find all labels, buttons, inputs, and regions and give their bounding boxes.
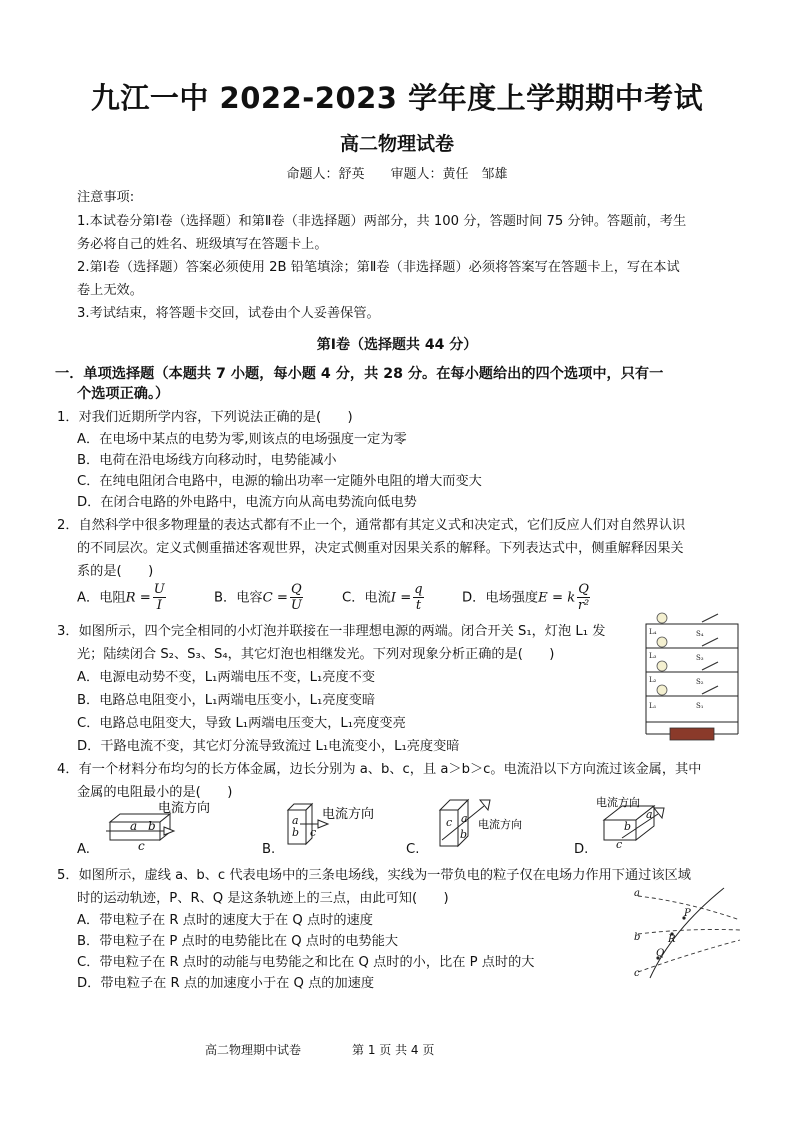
exam-subtitle: 高二物理试卷 (339, 133, 454, 155)
q4-stem-line-2: 金属的电阻最小的是( ) (77, 785, 233, 800)
particle-trajectory (650, 888, 724, 978)
q4-b-current-label: 电流方向 (322, 807, 375, 822)
q4-stem-line-1: 4．有一个材料分布均匀的长方体金属，边长分别为 a、b、c，且 a＞b＞c。电流沿以下方向流过该金属，其中 (57, 762, 702, 777)
q4-b-edge-c: c (310, 826, 317, 839)
q4-option-b-label: B. (262, 842, 276, 857)
label-q: Q (656, 948, 665, 959)
bulb-icon (657, 661, 667, 671)
q2-symbol-i: I (390, 590, 396, 606)
q2-eq-a: = (139, 590, 151, 606)
q2-symbol-c: C (262, 590, 273, 606)
q2-option-c (342, 583, 426, 614)
q5-option-a: A．带电粒子在 R 点时的速度大于在 Q 点时的速度 (77, 913, 373, 928)
q2-option-b (214, 583, 305, 614)
battery-icon (670, 728, 714, 740)
label-p: P (684, 908, 691, 919)
notice-heading: 注意事项: (77, 190, 135, 205)
q2-stem-line-2: 的不同层次。定义式侧重描述客观世界，决定式侧重对因果关系的解释。下列表达式中，侧重解释因果关 (77, 541, 684, 556)
q5-option-d: D．带电粒子在 R 点的加速度小于在 Q 点的加速度 (77, 976, 375, 991)
bulb-icon (657, 637, 667, 647)
q2-stem-line-1: 2．自然科学中很多物理量的表达式都有不止一个，通常都有其定义式和决定式，它们反应人们对自然界认识 (57, 518, 686, 533)
q1-option-c: C．在纯电阻闭合电路中，电源的输出功率一定随外电阻的增大而变大 (77, 474, 482, 489)
q2-fraction-c: $\frac{q}{t}$ (414, 582, 423, 613)
q4-b-edge-b: b (292, 826, 300, 839)
q4-d-edge-c: c (616, 838, 623, 850)
q2-option-a-label: A．电阻 (77, 590, 126, 606)
q3-circuit-figure (640, 610, 744, 744)
label-s2: S₂ (696, 678, 704, 686)
q1-option-d: D．在闭合电路的外电路中，电流方向从高电势流向低电势 (77, 495, 417, 510)
q4-figure-a (100, 800, 230, 850)
q2-fraction-b: $\frac{Q}{U}$ (290, 582, 302, 613)
notice-line-4: 卷上无效。 (77, 283, 143, 298)
q4-a-edge-a: a (130, 819, 138, 833)
label-l4: L₄ (649, 628, 657, 636)
q3-option-a: A．电源电动势不变，L₁两端电压不变，L₁亮度不变 (77, 670, 376, 685)
q5-option-b: B．带电粒子在 P 点时的电势能比在 Q 点时的电势能大 (77, 934, 399, 949)
q4-c-edge-c: c (446, 816, 453, 829)
q3-option-c: C．电路总电阻变大，导致 L₁两端电压变大，L₁亮度变亮 (77, 716, 406, 731)
q4-d-edge-a: a (646, 808, 653, 821)
q1-option-b: B．电荷在沿电场线方向移动时，电势能减小 (77, 453, 337, 468)
field-line-b (638, 930, 740, 935)
q5-stem-line-1: 5．如图所示，虚线 a、b、c 代表电场中的三条电场线，实线为一带负电的粒子仅在电场力作用下通过该区域 (57, 868, 691, 883)
q2-fraction-a: $\frac{U}{I}$ (153, 582, 165, 613)
q5-stem-line-2: 时的运动轨迹，P、R、Q 是这条轨迹上的三点，由此可知( ) (77, 891, 449, 906)
section-heading: 第Ⅰ卷（选择题共 44 分） (316, 337, 478, 353)
notice-line-5: 3.考试结束，将答题卡交回，试卷由个人妥善保管。 (77, 306, 380, 321)
label-a: a (634, 888, 640, 899)
q2-symbol-r: R (125, 590, 136, 606)
part-heading-line-1: 一．单项选择题（本题共 7 小题，每小题 4 分，共 28 分。在每小题给出的四个选项中，只有一 (55, 366, 664, 382)
label-s4: S₄ (696, 630, 704, 638)
q2-fraction-d: $\frac{Q}{\text{r²}}$ (577, 582, 590, 613)
authors-line: 命题人：舒英 审题人：黄任 邹雄 (286, 167, 508, 182)
q4-b-edge-a: a (292, 814, 299, 827)
q2-symbol-e: E (538, 590, 548, 606)
label-b: b (634, 932, 641, 943)
q4-d-current-label: 电流方向 (596, 796, 640, 809)
bulb-icon (657, 685, 667, 695)
label-s1: S₁ (696, 702, 704, 710)
switch-icon (702, 638, 718, 646)
switch-icon (702, 662, 718, 670)
q4-option-c-label: C. (406, 842, 420, 857)
q2-option-d-label: D．电场强度 (462, 590, 539, 606)
switch-icon (702, 614, 718, 622)
q2-option-d (462, 583, 592, 614)
label-l2: L₂ (649, 676, 657, 684)
q3-stem-line-2: 光；陆续闭合 S₂、S₃、S₄，其它灯泡也相继发光。下列对现象分析正确的是( ) (77, 647, 555, 662)
label-l1: L₁ (649, 702, 657, 710)
q3-option-b: B．电路总电阻变小，L₁两端电压变小，L₁亮度变暗 (77, 693, 376, 708)
q2-eq-c: = (400, 590, 412, 606)
label-c: c (634, 968, 640, 979)
q4-a-edge-b: b (148, 819, 156, 833)
q4-option-a-label: A. (77, 842, 90, 857)
q4-option-d-label: D. (574, 842, 589, 857)
q3-stem-line-1: 3．如图所示，四个完全相同的小灯泡并联接在一非理想电源的两端。闭合开关 S₁，灯泡 L₁ 发 (57, 624, 606, 639)
q4-c-edge-a: a (461, 812, 468, 825)
q4-a-current-label: 电流方向 (158, 801, 211, 816)
label-l3: L₃ (649, 652, 657, 660)
q2-stem-line-3: 系的是( ) (77, 564, 154, 579)
q1-option-a: A．在电场中某点的电势为零,则该点的电场强度一定为零 (77, 432, 407, 447)
q1-stem: 1．对我们近期所学内容，下列说法正确的是( ) (57, 410, 353, 425)
q2-option-a (77, 583, 168, 614)
q4-figure-c (430, 794, 540, 854)
q4-a-edge-c: c (138, 839, 145, 850)
footer-exam-name: 高二物理期中试卷 (205, 1043, 302, 1057)
q4-figure-b (282, 800, 392, 850)
part-heading-line-2: 个选项正确。） (77, 386, 170, 402)
label-r: R (668, 934, 676, 945)
bulb-icon (657, 613, 667, 623)
notice-line-1: 1.本试卷分第Ⅰ卷（选择题）和第Ⅱ卷（非选择题）两部分，共 100 分，答题时间 75 分钟。答题前，考生 (77, 214, 687, 229)
q2-option-b-label: B．电容 (214, 590, 263, 606)
q4-c-current-label: 电流方向 (478, 818, 522, 831)
q4-c-edge-b: b (460, 828, 468, 841)
notice-line-3: 2.第Ⅰ卷（选择题）答案必须使用 2B 铅笔填涂；第Ⅱ卷（非选择题）必须将答案写在答题卡上，写在本试 (77, 260, 680, 275)
footer-page-number: 第 1 页 共 4 页 (352, 1043, 435, 1057)
switch-icon (702, 686, 718, 694)
q5-field-figure (628, 884, 744, 980)
field-line-c (638, 940, 740, 972)
q3-option-d: D．干路电流不变，其它灯分流导致流过 L₁电流变小，L₁亮度变暗 (77, 739, 460, 754)
q2-option-c-label: C．电流 (342, 590, 391, 606)
q2-symbol-k: k (567, 590, 576, 606)
q2-eq-b: = (276, 590, 288, 606)
q5-option-c: C．带电粒子在 R 点时的动能与电势能之和比在 Q 点时的小，比在 P 点时的大 (77, 955, 535, 970)
label-s3: S₃ (696, 654, 704, 662)
notice-line-2: 务必将自己的姓名、班级填写在答题卡上。 (77, 237, 328, 252)
q4-d-edge-b: b (624, 820, 632, 833)
q2-eq-d: = (551, 590, 563, 606)
q4-figure-d (592, 794, 702, 850)
exam-title: 九江一中 2022-2023 学年度上学期期中考试 (90, 81, 704, 115)
